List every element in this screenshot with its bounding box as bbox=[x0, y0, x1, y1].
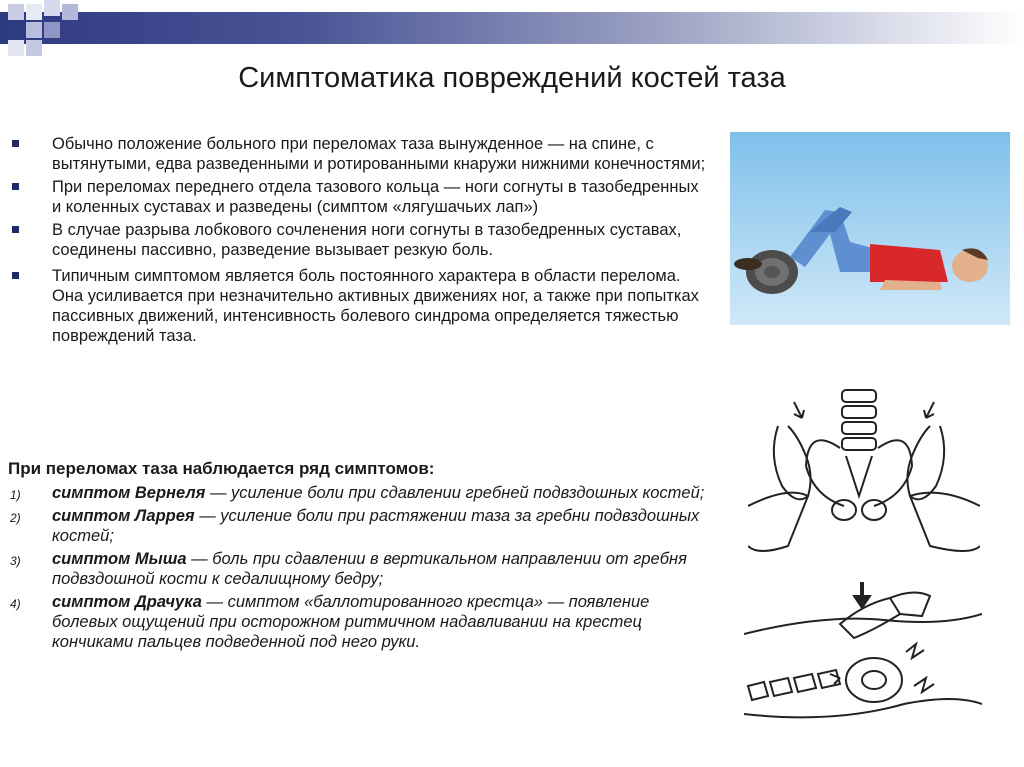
bullet-text: Обычно положение больного при переломах таза вынужденное — на спине, с вытянутыми, едва разведенными и ротированными кнаружи нижними конечностями; bbox=[52, 135, 706, 173]
bullet-item bbox=[8, 266, 708, 346]
header-gradient-bar bbox=[0, 12, 1024, 44]
pelvis-compression-sketch bbox=[748, 386, 980, 564]
symptoms-list bbox=[8, 483, 708, 655]
bullet-list bbox=[8, 134, 708, 349]
symptom-name: симптом Мыша bbox=[52, 550, 187, 568]
bullet-item bbox=[8, 220, 708, 260]
decorative-squares bbox=[0, 0, 90, 60]
square-bullet-icon bbox=[12, 183, 19, 190]
item-number: 2) bbox=[10, 511, 21, 525]
square-bullet-icon bbox=[12, 226, 19, 233]
square-bullet-icon bbox=[12, 140, 19, 147]
bullet-item bbox=[8, 177, 708, 217]
symptom-item bbox=[8, 592, 708, 652]
symptom-description: — усиление боли при растяжении таза за гребни подвздошных костей; bbox=[52, 507, 700, 545]
symptom-description: — усиление боли при сдавлении гребней подвздошных костей; bbox=[205, 484, 705, 502]
symptom-name: симптом Вернеля bbox=[52, 484, 206, 502]
bullet-text: При переломах переднего отдела тазового кольца — ноги согнуты в тазобедренных и коленных суставах и разведены (симптом «лягушачьих лап») bbox=[52, 178, 699, 216]
symptom-item bbox=[8, 506, 708, 546]
bullet-item bbox=[8, 134, 708, 174]
symptom-description: — симптом «баллотированного крестца» — появление болевых ощущений при осторожном ритмичном надавливании на крестец кончиками пальцев подведенной под него руки. bbox=[52, 593, 650, 651]
patient-photo bbox=[730, 132, 1010, 325]
square-bullet-icon bbox=[12, 272, 19, 279]
symptom-item bbox=[8, 549, 708, 589]
slide-title: Симптоматика повреждений костей таза bbox=[238, 62, 786, 94]
symptom-name: симптом Ларрея bbox=[52, 507, 195, 525]
symptom-description: — боль при сдавлении в вертикальном направлении от гребня подвздошной кости к седалищному бедру; bbox=[52, 550, 687, 588]
symptoms-heading: При переломах таза наблюдается ряд симптомов: bbox=[8, 459, 435, 478]
item-number: 3) bbox=[10, 554, 21, 568]
symptom-item bbox=[8, 483, 708, 503]
symptom-name: симптом Драчука bbox=[52, 593, 202, 611]
sacrum-palpation-sketch bbox=[744, 574, 982, 724]
item-number: 4) bbox=[10, 597, 21, 611]
item-number: 1) bbox=[10, 488, 21, 502]
bullet-text: Типичным симптомом является боль постоянного характера в области перелома. Она усиливается при незначительно активных движениях ног, а также при попытках пассивных движений, интенсивность болевого синдрома определяется тяжестью повреждений таза. bbox=[52, 267, 699, 345]
bullet-text: В случае разрыва лобкового сочленения ноги согнуты в тазобедренных суставах, соединены пассивно, разведение вызывает резкую боль. bbox=[52, 221, 682, 259]
